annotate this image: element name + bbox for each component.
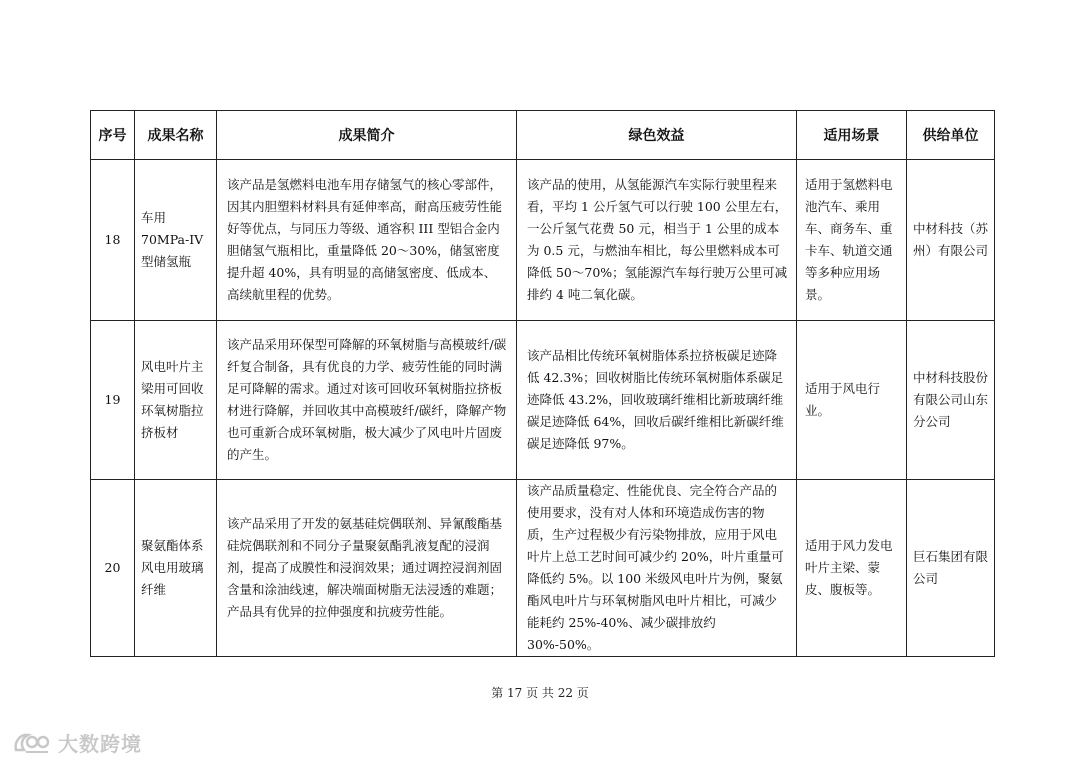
table-row bbox=[91, 160, 995, 321]
achievements-table bbox=[90, 110, 995, 657]
header-intro: 成果简介 bbox=[217, 111, 517, 160]
green-benefit: 该产品质量稳定、性能优良、完全符合产品的使用要求，没有对人体和环境造成伤害的物质，生产过程极少有污染物排放，应用于风电叶片上总工艺时间可减少约 20%，叶片重量可降低约 5%。以 100 米级风电叶片为例，聚氨酯风电叶片与环氧树脂风电叶片相比，可减少能耗约 25%-40%、减少碳排放约 30%-50%。 bbox=[517, 480, 797, 657]
page-number: 第 17 页 共 22 页 bbox=[491, 686, 589, 700]
table-row bbox=[91, 321, 995, 480]
achievement-name: 车用70MPa-IV型储氢瓶 bbox=[135, 160, 217, 321]
achievement-intro: 该产品采用了开发的氨基硅烷偶联剂、异氰酸酯基硅烷偶联剂和不同分子量聚氨酯乳液复配的浸润剂，提高了成膜性和浸润效果；通过调控浸润剂固含量和涂油线速，解决端面树脂无法浸透的难题；产品具有优异的拉伸强度和抗疲劳性能。 bbox=[217, 480, 517, 657]
green-benefit: 该产品相比传统环氧树脂体系拉挤板碳足迹降低 42.3%；回收树脂比传统环氧树脂体系碳足迹降低 43.2%，回收玻璃纤维相比新玻璃纤维碳足迹降低 64%，回收后碳纤维相比新碳纤维碳足迹降低 97%。 bbox=[517, 321, 797, 480]
achievement-intro: 该产品采用环保型可降解的环氧树脂与高模玻纤/碳纤复合制备，具有优良的力学、疲劳性能的同时满足可降解的需求。通过对该可回收环氧树脂拉挤板材进行降解，并回收其中高模玻纤/碳纤，降解产物也可重新合成环氧树脂，极大减少了风电叶片固废的产生。 bbox=[217, 321, 517, 480]
application-scene: 适用于风力发电叶片主梁、蒙皮、腹板等。 bbox=[797, 480, 907, 657]
application-scene: 适用于氢燃料电池汽车、乘用车、商务车、重卡车、轨道交通等多种应用场景。 bbox=[797, 160, 907, 321]
header-name: 成果名称 bbox=[135, 111, 217, 160]
header-supplier: 供给单位 bbox=[907, 111, 995, 160]
supplier-unit: 巨石集团有限公司 bbox=[907, 480, 995, 657]
watermark bbox=[12, 728, 142, 757]
row-number: 20 bbox=[91, 480, 135, 657]
achievement-intro: 该产品是氢燃料电池车用存储氢气的核心零部件，因其内胆塑料材料具有延伸率高，耐高压疲劳性能好等优点，与同压力等级、通容积 III 型铝合金内胆储氢气瓶相比，重量降低 20～30%，储氢密度提升超 40%，具有明显的高储氢密度、低成本、高续航里程的优势。 bbox=[217, 160, 517, 321]
application-scene: 适用于风电行业。 bbox=[797, 321, 907, 480]
header-no: 序号 bbox=[91, 111, 135, 160]
supplier-unit: 中材科技（苏州）有限公司 bbox=[907, 160, 995, 321]
cross-border-logo-icon bbox=[12, 730, 52, 756]
watermark-text: 大数跨境 bbox=[58, 732, 142, 756]
table-header-row bbox=[91, 111, 995, 160]
achievement-name: 聚氨酯体系风电用玻璃纤维 bbox=[135, 480, 217, 657]
row-number: 19 bbox=[91, 321, 135, 480]
achievement-name: 风电叶片主梁用可回收环氧树脂拉挤板材 bbox=[135, 321, 217, 480]
header-scene: 适用场景 bbox=[797, 111, 907, 160]
table-row bbox=[91, 480, 995, 657]
row-number: 18 bbox=[91, 160, 135, 321]
green-benefit: 该产品的使用，从氢能源汽车实际行驶里程来看，平均 1 公斤氢气可以行驶 100 公里左右，一公斤氢气花费 50 元，相当于 1 公里的成本为 0.5 元，与燃油车相比，每公里燃料成本可降低 50～70%；氢能源汽车每行驶万公里可减排约 4 吨二氧化碳。 bbox=[517, 160, 797, 321]
header-green: 绿色效益 bbox=[517, 111, 797, 160]
supplier-unit: 中材科技股份有限公司山东分公司 bbox=[907, 321, 995, 480]
